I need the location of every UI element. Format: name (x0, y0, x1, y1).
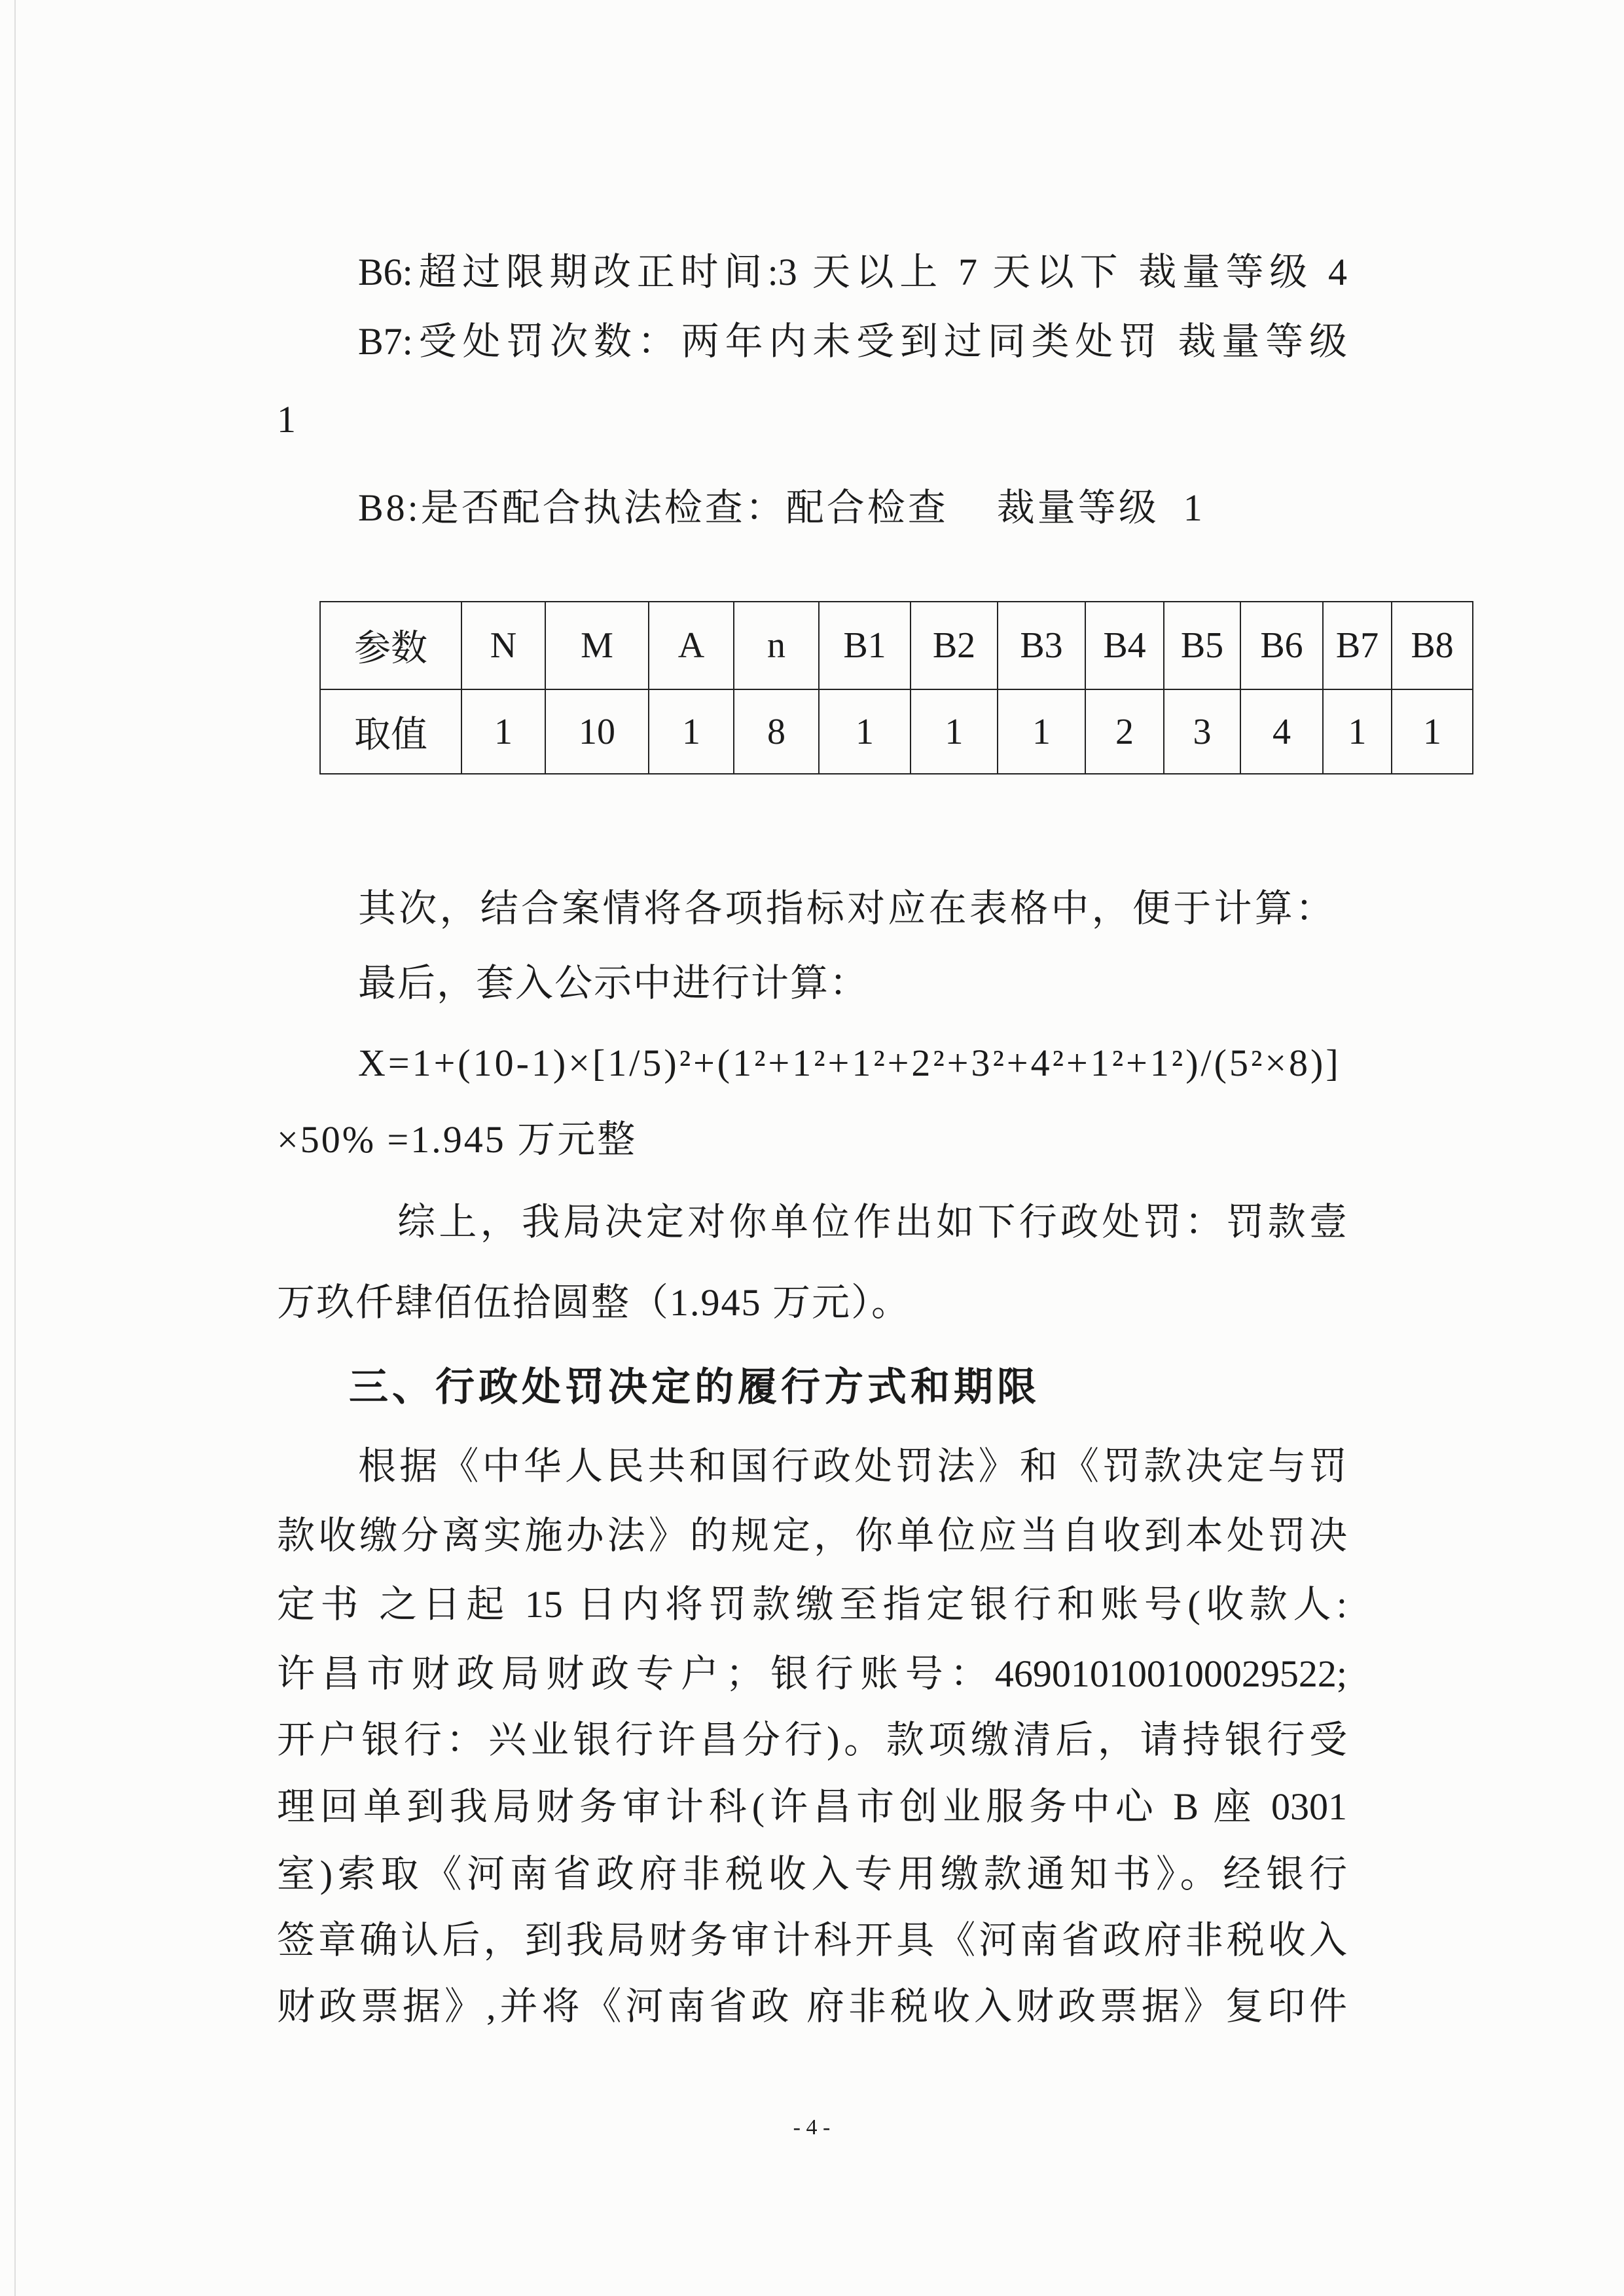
table-header-cell: B7 (1323, 602, 1392, 689)
calculation-step-next: 其次，结合案情将各项指标对应在表格中，便于计算： (358, 887, 1333, 930)
table-header-cell: 参数 (320, 602, 461, 689)
calculation-step-last: 最后，套入公示中进行计算： (358, 962, 869, 1004)
parameter-table (319, 601, 1473, 774)
table-value-cell: 3 (1164, 689, 1240, 774)
section3-line: 定书 之日起 15 日内将罚款缴至指定银行和账号(收款人: (277, 1583, 1347, 1626)
section3-line: 室)索取《河南省政府非税收入专用缴款通知书》。经银行 (277, 1853, 1347, 1895)
table-header-cell: B4 (1085, 602, 1164, 689)
table-header-cell: B1 (819, 602, 911, 689)
table-value-cell: 1 (819, 689, 911, 774)
section3-line: 许昌市财政局财政专户；银行账号：469010100100029522; (277, 1652, 1347, 1695)
section3-line: 开户银行：兴业银行许昌分行)。款项缴清后，请持银行受 (277, 1719, 1347, 1761)
decision-line2: 万玖仟肆佰伍拾圆整（1.945 万元）。 (277, 1281, 911, 1324)
table-value-cell: 8 (734, 689, 819, 774)
section3-line: 根据《中华人民共和国行政处罚法》和《罚款决定与罚 (358, 1445, 1347, 1487)
calculation-formula-line1: X=1+(10-1)×[1/5)²+(1²+1²+1²+2²+3²+4²+1²+1²)/(5²×8)] (358, 1042, 1341, 1084)
table-value-cell: 1 (998, 689, 1085, 774)
table-value-cell: 2 (1085, 689, 1164, 774)
table-value-cell: 1 (461, 689, 545, 774)
decision-line1: 综上，我局决定对你单位作出如下行政处罚：罚款壹 (397, 1201, 1347, 1243)
section3-heading: 三、行政处罚决定的履行方式和期限 (349, 1366, 1040, 1409)
section3-line: 理回单到我局财务审计科(许昌市创业服务中心 B 座 0301 (277, 1785, 1347, 1828)
table-header-cell: A (649, 602, 734, 689)
table-header-cell: B2 (911, 602, 998, 689)
section3-line: 财政票据》,并将《河南省政 府非税收入财政票据》复印件 (277, 1985, 1347, 2028)
table-value-cell: 1 (649, 689, 734, 774)
table-header-cell: N (461, 602, 545, 689)
table-value-cell: 10 (545, 689, 649, 774)
table-header-cell: M (545, 602, 649, 689)
table-header-cell: B3 (998, 602, 1085, 689)
table-value-cell: 4 (1240, 689, 1323, 774)
scan-edge-line (14, 0, 16, 2296)
table-header-row (320, 602, 1473, 689)
table-header-cell: B6 (1240, 602, 1323, 689)
table-header-cell: n (734, 602, 819, 689)
table-value-row (320, 689, 1473, 774)
table-value-cell: 1 (1392, 689, 1473, 774)
page-number: - 4 - (793, 2115, 831, 2140)
table-header-cell: B8 (1392, 602, 1473, 689)
criterion-b7-line1: B7:受处罚次数：两年内未受到过同类处罚 裁量等级 (358, 320, 1347, 363)
table-value-cell: 取值 (320, 689, 461, 774)
criterion-b7-line2: 1 (277, 398, 296, 441)
table-value-cell: 1 (911, 689, 998, 774)
section3-line: 签章确认后，到我局财务审计科开具《河南省政府非税收入 (277, 1919, 1347, 1961)
table-value-cell: 1 (1323, 689, 1392, 774)
criterion-b6: B6:超过限期改正时间:3 天以上 7 天以下 裁量等级 4 (358, 251, 1347, 293)
section3-line: 款收缴分离实施办法》的规定，你单位应当自收到本处罚决 (277, 1514, 1347, 1557)
criterion-b8: B8:是否配合执法检查：配合检查 裁量等级 1 (358, 486, 1205, 529)
table-header-cell: B5 (1164, 602, 1240, 689)
calculation-formula-line2: ×50% =1.945 万元整 (277, 1118, 638, 1161)
